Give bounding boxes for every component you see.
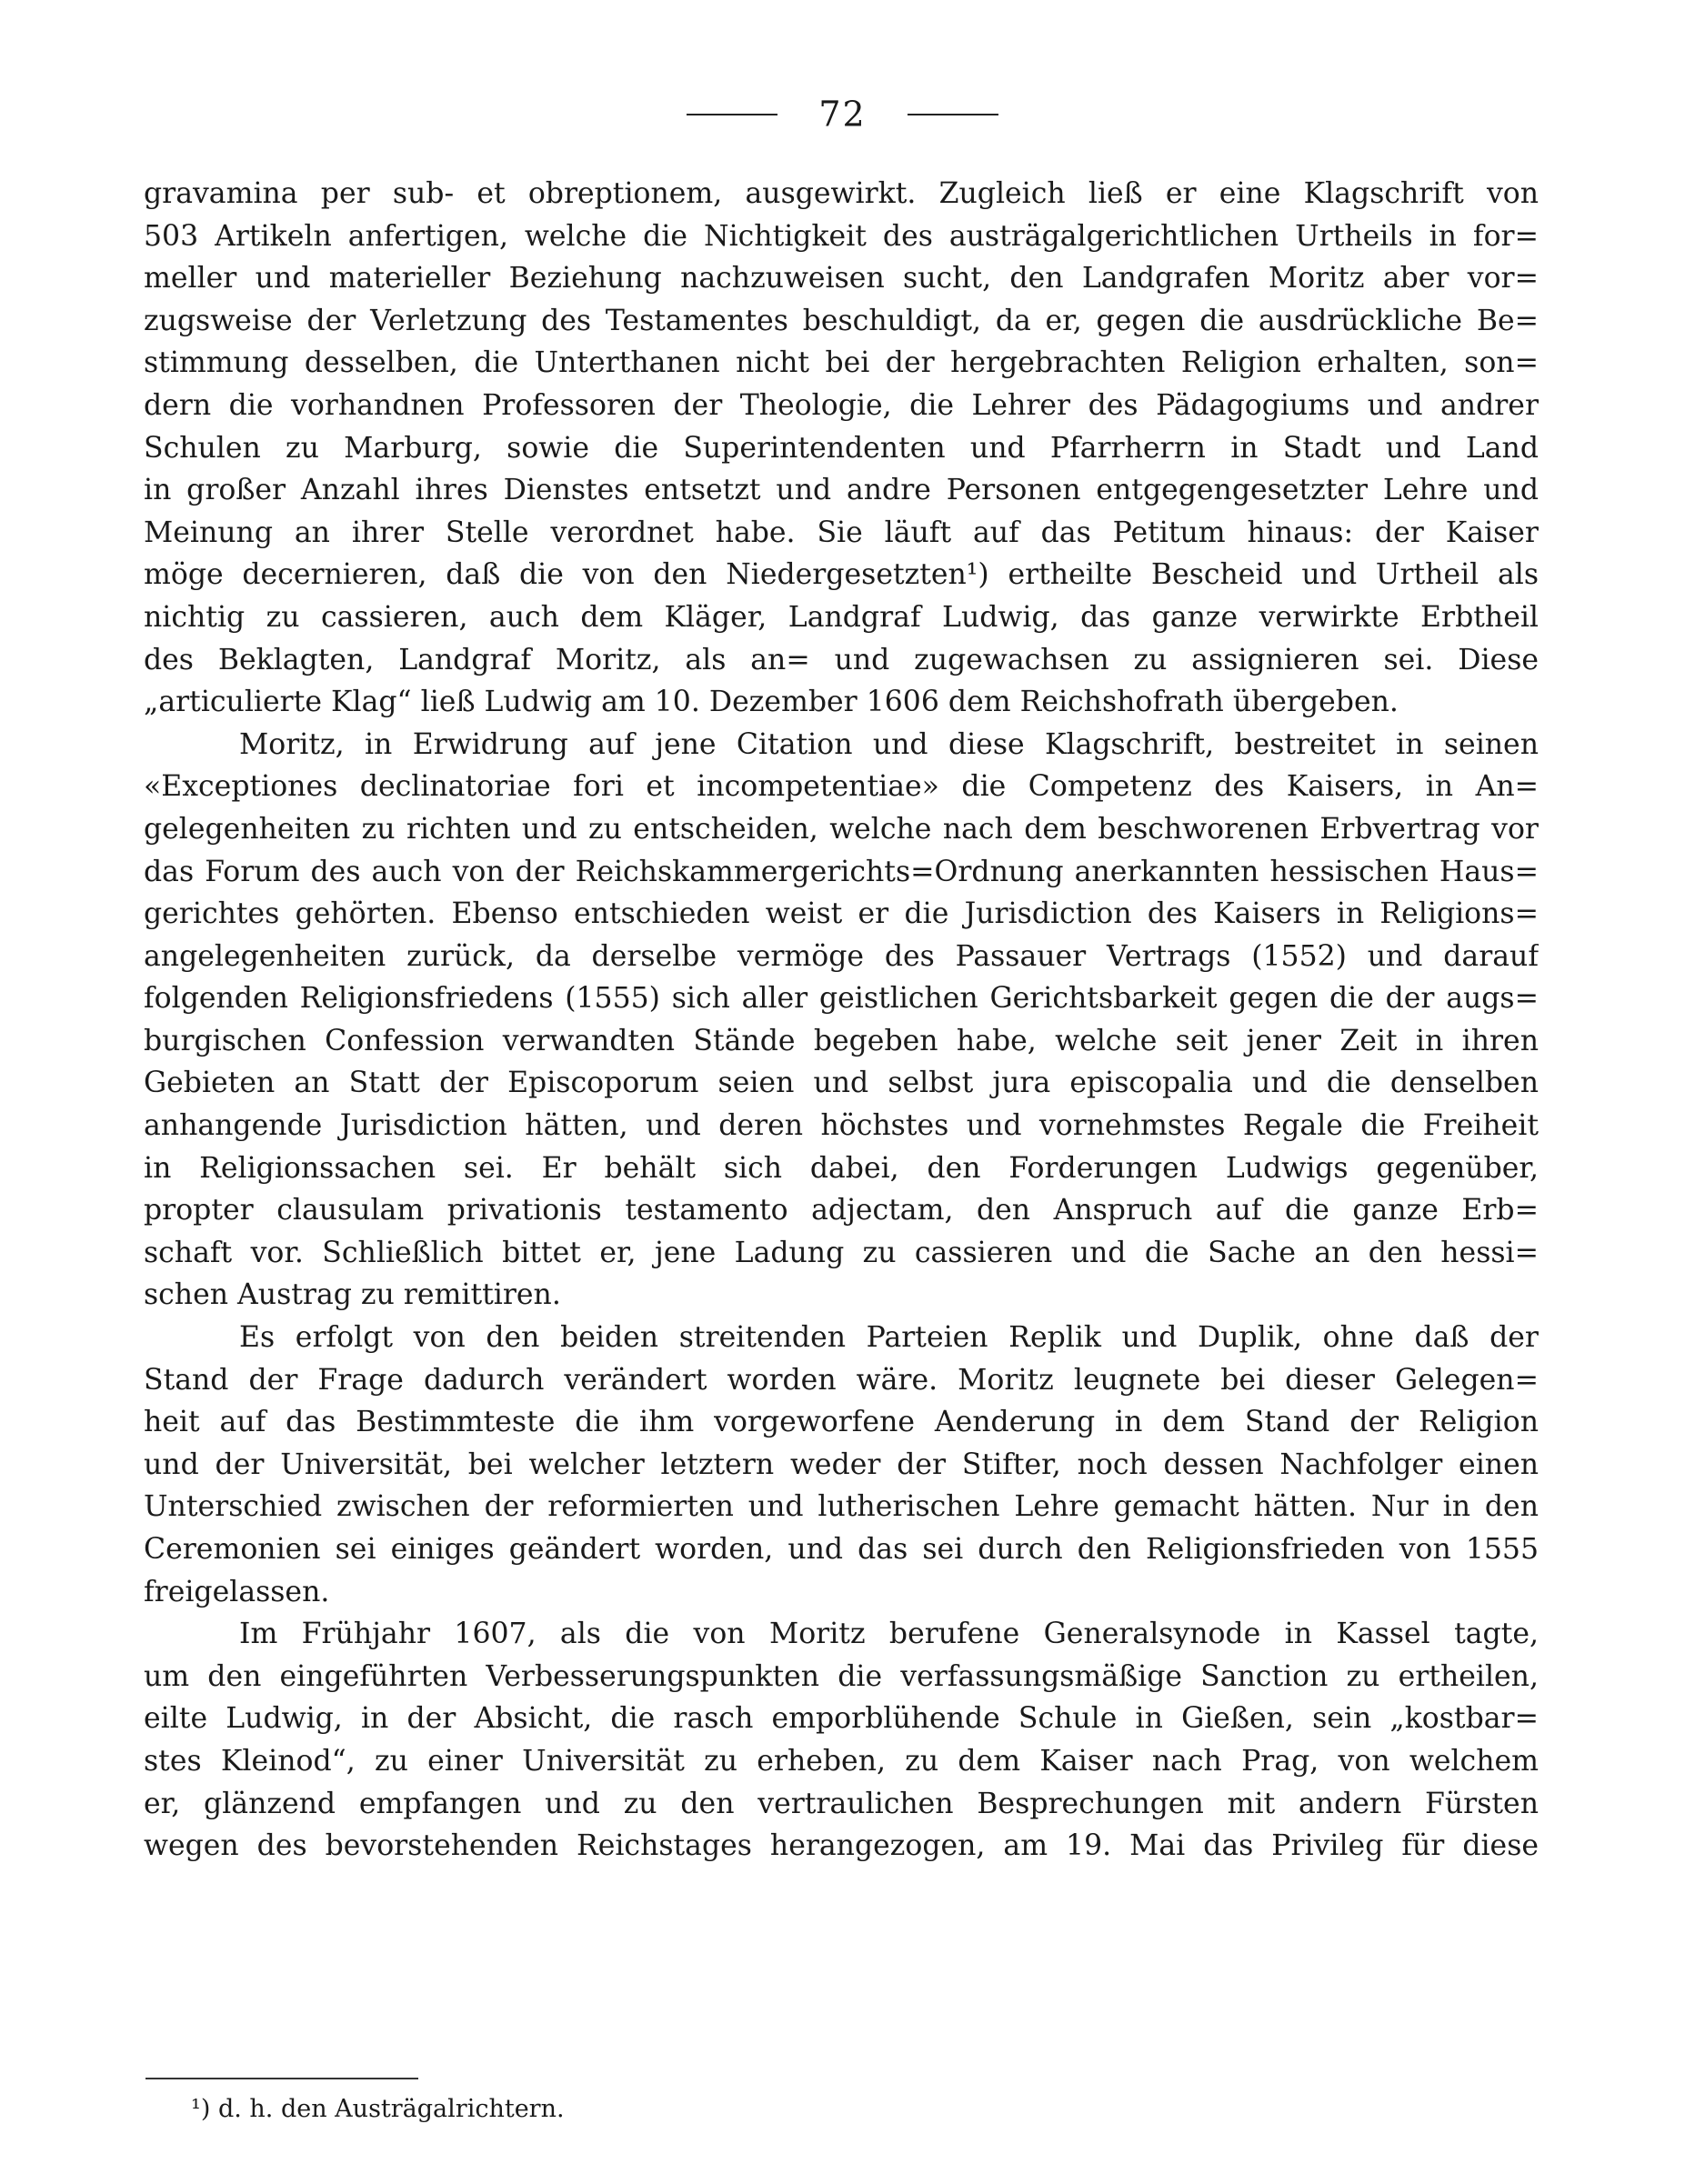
text-line: nichtig zu cassieren, auch dem Kläger, Landgraf Ludwig, das ganze verwirkte Erbtheil — [144, 600, 1539, 634]
text-line: gravamina per sub- et obreptionem, ausgewirkt. Zugleich ließ er eine Klagschrift von — [144, 177, 1539, 210]
text-line: in großer Anzahl ihres Dienstes entsetzt und andre Personen entgegengesetzter Lehre und — [144, 474, 1539, 507]
text-line: und der Universität, bei welcher letztern weder der Stifter, noch dessen Nachfolger einen — [144, 1448, 1539, 1481]
text-line: „articulierte Klag“ ließ Ludwig am 10. Dezember 1606 dem Reichshofrath übergeben. — [144, 686, 1399, 719]
text-line: er, glänzend empfangen und zu den vertraulichen Besprechungen mit andern Fürsten — [144, 1787, 1539, 1820]
text-line: gelegenheiten zu richten und zu entscheiden, welche nach dem beschworenen Erbvertrag vor — [144, 812, 1539, 846]
text-line: in Religionssachen sei. Er behält sich dabei, den Forderungen Ludwigs gegenüber, — [144, 1151, 1539, 1185]
text-line: «Exceptiones declinatoriae fori et incompetentiae» die Competenz des Kaisers, in An= — [144, 770, 1539, 804]
text-line: 503 Artikeln anfertigen, welche die Nichtigkeit des austrägalgerichtlichen Urtheils in for= — [144, 219, 1539, 253]
body-text — [144, 173, 1539, 1868]
text-line: meller und materieller Beziehung nachzuweisen sucht, den Landgrafen Moritz aber vor= — [144, 262, 1539, 296]
footnote-rule — [145, 2078, 418, 2079]
text-line: zugsweise der Verletzung des Testamentes beschuldigt, da er, gegen die ausdrückliche Be= — [144, 304, 1539, 337]
header-rule-right — [908, 114, 998, 115]
text-line: stimmung desselben, die Unterthanen nicht bei der hergebrachten Religion erhalten, son= — [144, 346, 1539, 380]
text-line: Stand der Frage dadurch verändert worden wäre. Moritz leugnete bei dieser Gelegen= — [144, 1363, 1539, 1397]
text-line: Unterschied zwischen der reformierten und lutherischen Lehre gemacht hätten. Nur in den — [144, 1490, 1539, 1524]
text-line: Meinung an ihrer Stelle verordnet habe. Sie läuft auf das Petitum hinaus: der Kaiser — [144, 516, 1539, 549]
text-line: um den eingeführten Verbesserungspunkten die verfassungsmäßige Sanction zu ertheilen, — [144, 1659, 1539, 1693]
text-line: das Forum des auch von der Reichskammergerichts=Ordnung anerkannten hessischen Haus= — [144, 855, 1539, 888]
text-line: Moritz, in Erwidrung auf jene Citation und diese Klagschrift, bestreitet in seinen — [239, 727, 1539, 761]
text-line: heit auf das Bestimmteste die ihm vorgeworfene Aenderung in dem Stand der Religion — [144, 1406, 1539, 1439]
text-line: gerichtes gehörten. Ebenso entschieden weist er die Jurisdiction des Kaisers in Religions= — [144, 897, 1539, 931]
footnote: ¹) d. h. den Austrägalrichtern. — [191, 2095, 565, 2123]
text-line: Gebieten an Statt der Episcoporum seien und selbst jura episcopalia und die denselben — [144, 1067, 1539, 1100]
text-line: Es erfolgt von den beiden streitenden Parteien Replik und Duplik, ohne daß der — [239, 1321, 1539, 1355]
text-line: folgenden Religionsfriedens (1555) sich aller geistlichen Gerichtsbarkeit gegen die der augs= — [144, 982, 1539, 1016]
header-rule-left — [687, 114, 777, 115]
text-line: anhangende Jurisdiction hätten, und deren höchstes und vornehmstes Regale die Freiheit — [144, 1109, 1539, 1143]
text-line: burgischen Confession verwandten Stände begeben habe, welche seit jener Zeit in ihren — [144, 1024, 1539, 1057]
page-header — [0, 91, 1685, 135]
text-line: dern die vorhandnen Professoren der Theologie, die Lehrer des Pädagogiums und andrer — [144, 388, 1539, 422]
text-line: propter clausulam privationis testamento adjectam, den Anspruch auf die ganze Erb= — [144, 1194, 1539, 1227]
text-line: möge decernieren, daß die von den Niedergesetzten¹) ertheilte Bescheid und Urtheil als — [144, 558, 1539, 592]
text-line: des Beklagten, Landgraf Moritz, als an= und zugewachsen zu assignieren sei. Diese — [144, 643, 1539, 676]
text-line: Ceremonien sei einiges geändert worden, und das sei durch den Religionsfrieden von 1555 — [144, 1533, 1539, 1566]
page-number: 72 — [818, 94, 867, 135]
text-line: eilte Ludwig, in der Absicht, die rasch emporblühende Schule in Gießen, sein „kostbar= — [144, 1702, 1539, 1736]
text-line: angelegenheiten zurück, da derselbe vermöge des Passauer Vertrags (1552) und darauf — [144, 939, 1539, 973]
text-line: freigelassen. — [144, 1575, 330, 1608]
text-line: schaft vor. Schließlich bittet er, jene Ladung zu cassieren und die Sache an den hessi= — [144, 1236, 1539, 1269]
text-line: Im Frühjahr 1607, als die von Moritz berufene Generalsynode in Kassel tagte, — [239, 1618, 1539, 1651]
text-line: stes Kleinod“, zu einer Universität zu erheben, zu dem Kaiser nach Prag, von welchem — [144, 1744, 1539, 1778]
text-line: schen Austrag zu remittiren. — [144, 1278, 561, 1312]
text-line: wegen des bevorstehenden Reichstages herangezogen, am 19. Mai das Privileg für diese — [144, 1829, 1539, 1863]
text-line: Schulen zu Marburg, sowie die Superintendenten und Pfarrherrn in Stadt und Land — [144, 431, 1539, 465]
